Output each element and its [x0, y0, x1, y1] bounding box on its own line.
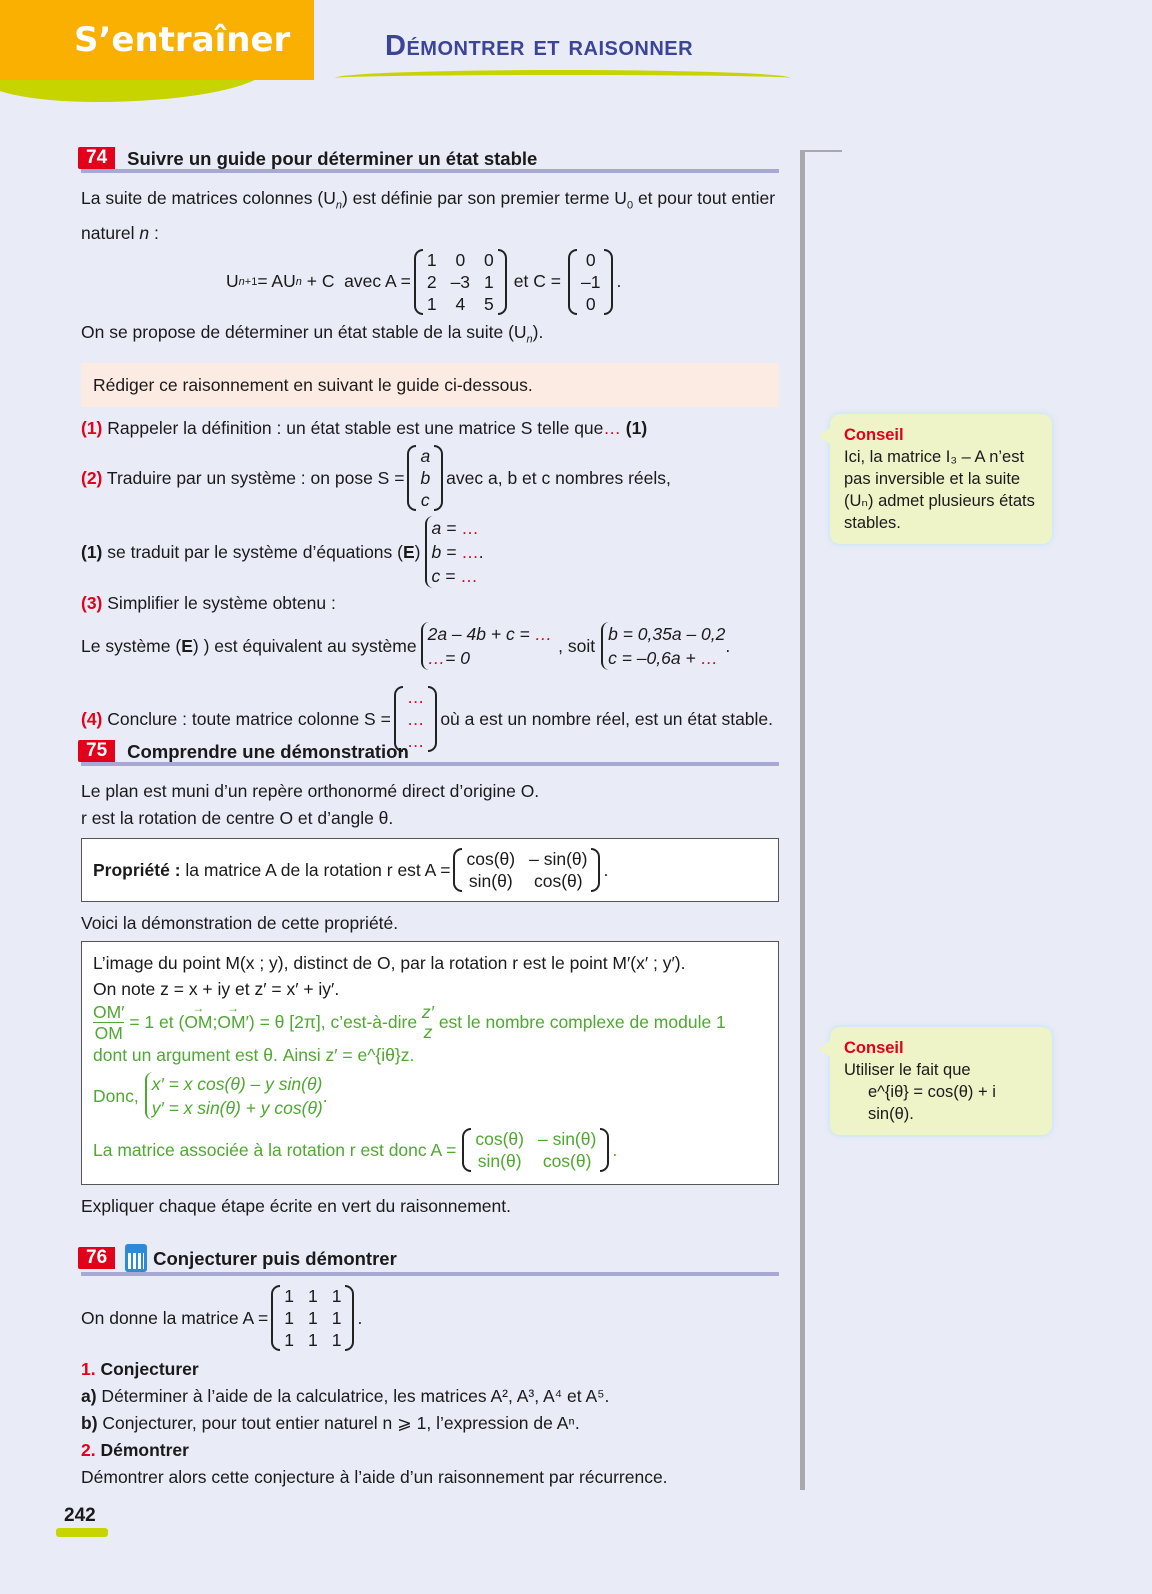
question-a: a) Déterminer à l’aide de la calculatrice, les matrices A², A³, A⁴ et A⁵.	[81, 1386, 610, 1406]
text-line: Expliquer chaque étape écrite en vert du raisonnement.	[81, 1196, 511, 1216]
matrix-A	[414, 249, 507, 315]
matrix-entry: –3	[450, 271, 471, 292]
property-box: Propriété : la matrice A de la rotation r est A = cos(θ) – sin(θ) sin(θ) cos(θ) .	[81, 838, 779, 902]
matrix-entry: 1	[331, 1330, 342, 1350]
exercise-74	[81, 147, 779, 759]
matrix-entry: sin(θ)	[477, 1151, 522, 1171]
question-b: b) Conjecturer, pour tout entier naturel n ⩾ 1, l’expression de Aⁿ.	[81, 1413, 580, 1433]
matrix-entry: c	[420, 490, 430, 510]
matrix-entry: 0	[585, 293, 596, 314]
matrix-entry: cos(θ)	[533, 871, 583, 891]
calculator-icon	[125, 1244, 147, 1272]
section-tab	[0, 0, 314, 80]
matrix-entry: 1	[284, 1286, 295, 1306]
title-underline	[335, 70, 790, 86]
matrix-entry: cos(θ)	[475, 1129, 524, 1149]
matrix-entry: 1	[426, 293, 437, 314]
step-2: (2) Traduire par un système : on pose S = a b c avec a, b et c nombres réels,	[81, 446, 671, 510]
matrix-entry: 1	[284, 1308, 295, 1328]
matrix-entry: 2	[426, 271, 437, 292]
matrix-entry: cos(θ)	[466, 849, 516, 869]
page-number-bar	[56, 1528, 108, 1537]
system-E: (1) se traduit par le système d’équations ( E ) a = … b = …. c = …	[81, 518, 484, 586]
step-3: (3) Simplifier le système obtenu :	[81, 593, 336, 613]
tip-box-2: Conseil Utiliser le fait que e^{iθ} = cos(θ) + i sin(θ).	[830, 1027, 1052, 1135]
page-title: Démontrer et raisonner	[385, 30, 694, 62]
tip-box-1: Conseil Ici, la matrice I₃ – A n’est pas inversible et la suite (Uₙ) admet plusieurs états stables.	[830, 414, 1052, 544]
part-1: 1. Conjecturer	[81, 1359, 199, 1379]
exercise-title: Suivre un guide pour déterminer un état stable	[127, 147, 538, 169]
matrix-entry: 1	[308, 1308, 318, 1328]
matrix-entry: 4	[455, 293, 466, 314]
exercise-number: 74	[78, 147, 115, 169]
simplified-system: Le système ( E ) ) est équivalent au système 2a – 4b + c = … …= 0 , soit b = 0,35a – 0,2 c = –0,6a + … .	[81, 624, 731, 668]
matrix-entry: 1	[308, 1286, 318, 1306]
margin-rule	[800, 150, 805, 1490]
matrix-entry: 1	[331, 1286, 342, 1306]
matrix-entry: 0	[484, 249, 494, 270]
matrix-entry: 5	[484, 293, 494, 314]
matrix-entry: 1	[308, 1330, 318, 1350]
step-4: (4) Conclure : toute matrice colonne S = … … … où a est un nombre réel, est un état stable.	[81, 687, 774, 751]
exercise-header: 75 Comprendre une démonstration	[81, 740, 779, 766]
matrix-entry: 1	[484, 271, 494, 292]
exercise-header: 76 Conjecturer puis démontrer	[81, 1244, 779, 1276]
text-line: Le plan est muni d’un repère orthonormé direct d’origine O.	[81, 781, 540, 801]
text-line: Voici la démonstration de cette propriété.	[81, 913, 399, 933]
matrix-line: On donne la matrice A = 1 1 1 1 1 1 1 1 1 .	[81, 1286, 363, 1350]
exercise-header	[81, 147, 779, 173]
matrix-entry: 1	[284, 1330, 295, 1350]
exercise-76	[81, 1244, 779, 1491]
matrix-entry: 0	[585, 249, 596, 270]
matrix-entry: –1	[580, 271, 601, 292]
matrix-entry: – sin(θ)	[537, 1129, 597, 1149]
matrix-entry: 0	[455, 249, 466, 270]
demonstration-box: L’image du point M(x ; y), distinct de O, par la rotation r est le point M′(x′ ; y′). On note z = x + iy et z′ = x′ + iy′. $\frac{OM'}{OM}$ = 1 et ( → OM ; → OM′ ) = θ [2π], c’est-à-dire z′ z est le nombre complexe de module 1 dont un argument est θ. Ainsi z′ = e^{iθ}z. Donc, x′ = x cos(θ) – y sin(θ) y′ = x sin(θ) + y cos(θ) . La matrice associée à la rotation r est donc A = cos(θ) – sin(θ) sin(θ) cos(θ) .	[81, 941, 779, 1185]
matrix-entry: 1	[331, 1308, 342, 1328]
matrix-entry: cos(θ)	[542, 1151, 592, 1171]
matrix-C	[568, 249, 613, 315]
matrix-entry: 1	[426, 249, 437, 270]
intro-2: On se propose de déterminer un état stable de la suite $(U_n)$.	[81, 321, 544, 345]
instruction-box: Rédiger ce raisonnement en suivant le guide ci-dessous.	[81, 363, 779, 407]
recurrence-formula: U n+1 = AU n + C avec A = 1 0 0 2 –3 1 1 4 5 et C = 0 –1 0 .	[226, 249, 622, 314]
text-line: r est la rotation de centre O et d’angle θ.	[81, 808, 394, 828]
text-line: Démontrer alors cette conjecture à l’aide d’un raisonnement par récurrence.	[81, 1467, 668, 1487]
matrix-entry: sin(θ)	[468, 871, 513, 891]
matrix-entry: a	[420, 446, 431, 466]
intro: La suite de matrices colonnes $(U_n)$ est définie par son premier terme $U_0$ et pour tout entier naturel n :	[81, 188, 776, 243]
matrix-entry: b	[420, 468, 431, 488]
matrix-entry: – sin(θ)	[529, 849, 588, 869]
part-2: 2. Démontrer	[81, 1440, 189, 1460]
exercise-75	[81, 740, 779, 1220]
page-number: 242	[64, 1505, 96, 1526]
margin-rule-top	[800, 150, 842, 152]
section-tab-label: S’entraîner	[74, 20, 291, 60]
step-1: (1) Rappeler la définition : un état stable est une matrice S telle que… (1)	[81, 418, 648, 438]
